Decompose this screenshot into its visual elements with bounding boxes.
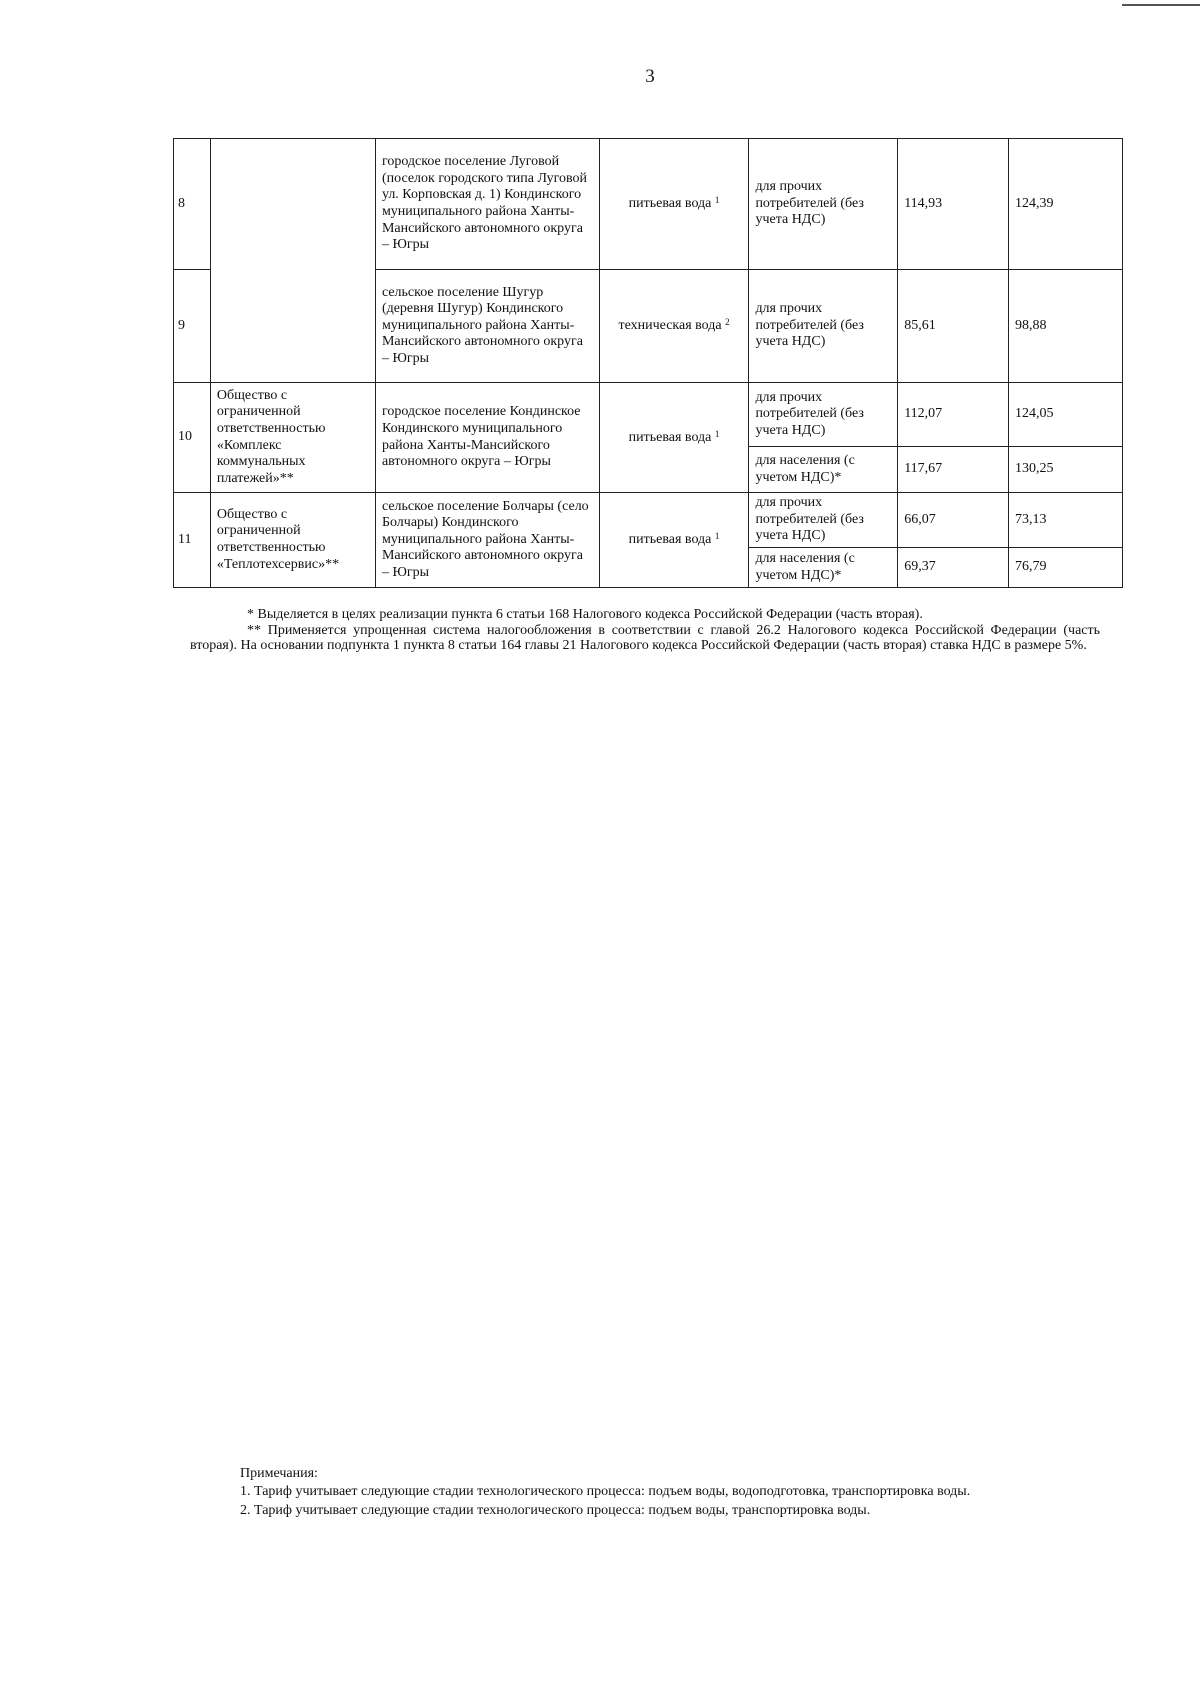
resource-label: питьевая вода <box>628 532 712 548</box>
organization-cell: Общество с ограниченной ответственностью «Теплотехсервис»** <box>210 493 375 588</box>
resource-cell <box>599 270 749 383</box>
tariff-value-1: 66,07 <box>898 493 1009 548</box>
territory-cell: городское поселение Луговой (поселок городского типа Луговой ул. Корповская д. 1) Кондинского муниципального района Ханты-Мансийского автономного округа – Югры <box>375 139 599 270</box>
resource-label: питьевая вода <box>628 196 712 212</box>
consumer-cell: для прочих потребителей (без учета НДС) <box>749 139 898 270</box>
resource-note-mark: 1 <box>714 428 720 439</box>
tariff-value-2: 98,88 <box>1008 270 1122 383</box>
organization-cell: Общество с ограниченной ответственностью «Комплекс коммунальных платежей»** <box>210 383 375 493</box>
resource-note-mark: 1 <box>714 195 720 206</box>
tariff-value-2: 130,25 <box>1008 447 1122 493</box>
consumer-cell: для населения (с учетом НДС)* <box>749 548 898 588</box>
row-number: 11 <box>174 493 211 588</box>
resource-cell <box>599 493 749 588</box>
consumer-cell: для прочих потребителей (без учета НДС) <box>749 493 898 548</box>
table-row <box>174 383 1123 447</box>
corner-mark-line <box>1122 4 1200 6</box>
table-row <box>174 139 1123 270</box>
note-item: 1. Тариф учитывает следующие стадии технологического процесса: подъем воды, водоподготовка, транспортировка воды. <box>240 1484 971 1500</box>
tariff-value-2: 124,39 <box>1008 139 1122 270</box>
resource-cell <box>599 383 749 493</box>
resource-note-mark: 1 <box>714 531 720 542</box>
row-number: 8 <box>174 139 211 270</box>
tariff-value-1: 117,67 <box>898 447 1009 493</box>
tariff-value-1: 69,37 <box>898 548 1009 588</box>
row-number: 10 <box>174 383 211 493</box>
tariff-table <box>173 138 1123 588</box>
notes-section <box>240 1465 1120 1520</box>
tariff-value-1: 85,61 <box>898 270 1009 383</box>
territory-cell: сельское поселение Шугур (деревня Шугур) Кондинского муниципального района Ханты-Мансийского автономного округа – Югры <box>375 270 599 383</box>
footnote-simplified-tax: ** Применяется упрощенная система налогообложения в соответствии с главой 26.2 Налогового кодекса Российской Федерации (часть вторая). На основании подпункта 1 пункта 8 статьи 164 главы 21 Налогового кодекса Российской Федерации (часть вторая) ставка НДС в размере 5%. <box>190 622 1100 654</box>
table-row <box>174 493 1123 548</box>
tariff-value-1: 114,93 <box>898 139 1009 270</box>
organization-cell <box>210 139 375 383</box>
tariff-value-2: 76,79 <box>1008 548 1122 588</box>
note-item: 2. Тариф учитывает следующие стадии технологического процесса: подъем воды, транспортировка воды. <box>240 1502 871 1518</box>
row-number: 9 <box>174 270 211 383</box>
tariff-value-2: 124,05 <box>1008 383 1122 447</box>
notes-title: Примечания: <box>240 1466 318 1481</box>
resource-note-mark: 2 <box>725 317 730 328</box>
resource-label: питьевая вода <box>628 429 712 445</box>
footnote-vat: * Выделяется в целях реализации пункта 6 статьи 168 Налогового кодекса Российской Федерации (часть вторая). <box>247 607 923 622</box>
consumer-cell: для населения (с учетом НДС)* <box>749 447 898 493</box>
consumer-cell: для прочих потребителей (без учета НДС) <box>749 383 898 447</box>
page-number: 3 <box>645 66 655 87</box>
territory-cell: городское поселение Кондинское Кондинского муниципального района Ханты-Мансийского автономного округа – Югры <box>375 383 599 493</box>
resource-cell <box>599 139 749 270</box>
consumer-cell: для прочих потребителей (без учета НДС) <box>749 270 898 383</box>
tariff-value-2: 73,13 <box>1008 493 1122 548</box>
footnotes <box>190 607 1100 654</box>
resource-label: техническая вода <box>618 318 722 334</box>
tariff-value-1: 112,07 <box>898 383 1009 447</box>
territory-cell: сельское поселение Болчары (село Болчары) Кондинского муниципального района Ханты-Мансийского автономного округа – Югры <box>375 493 599 588</box>
